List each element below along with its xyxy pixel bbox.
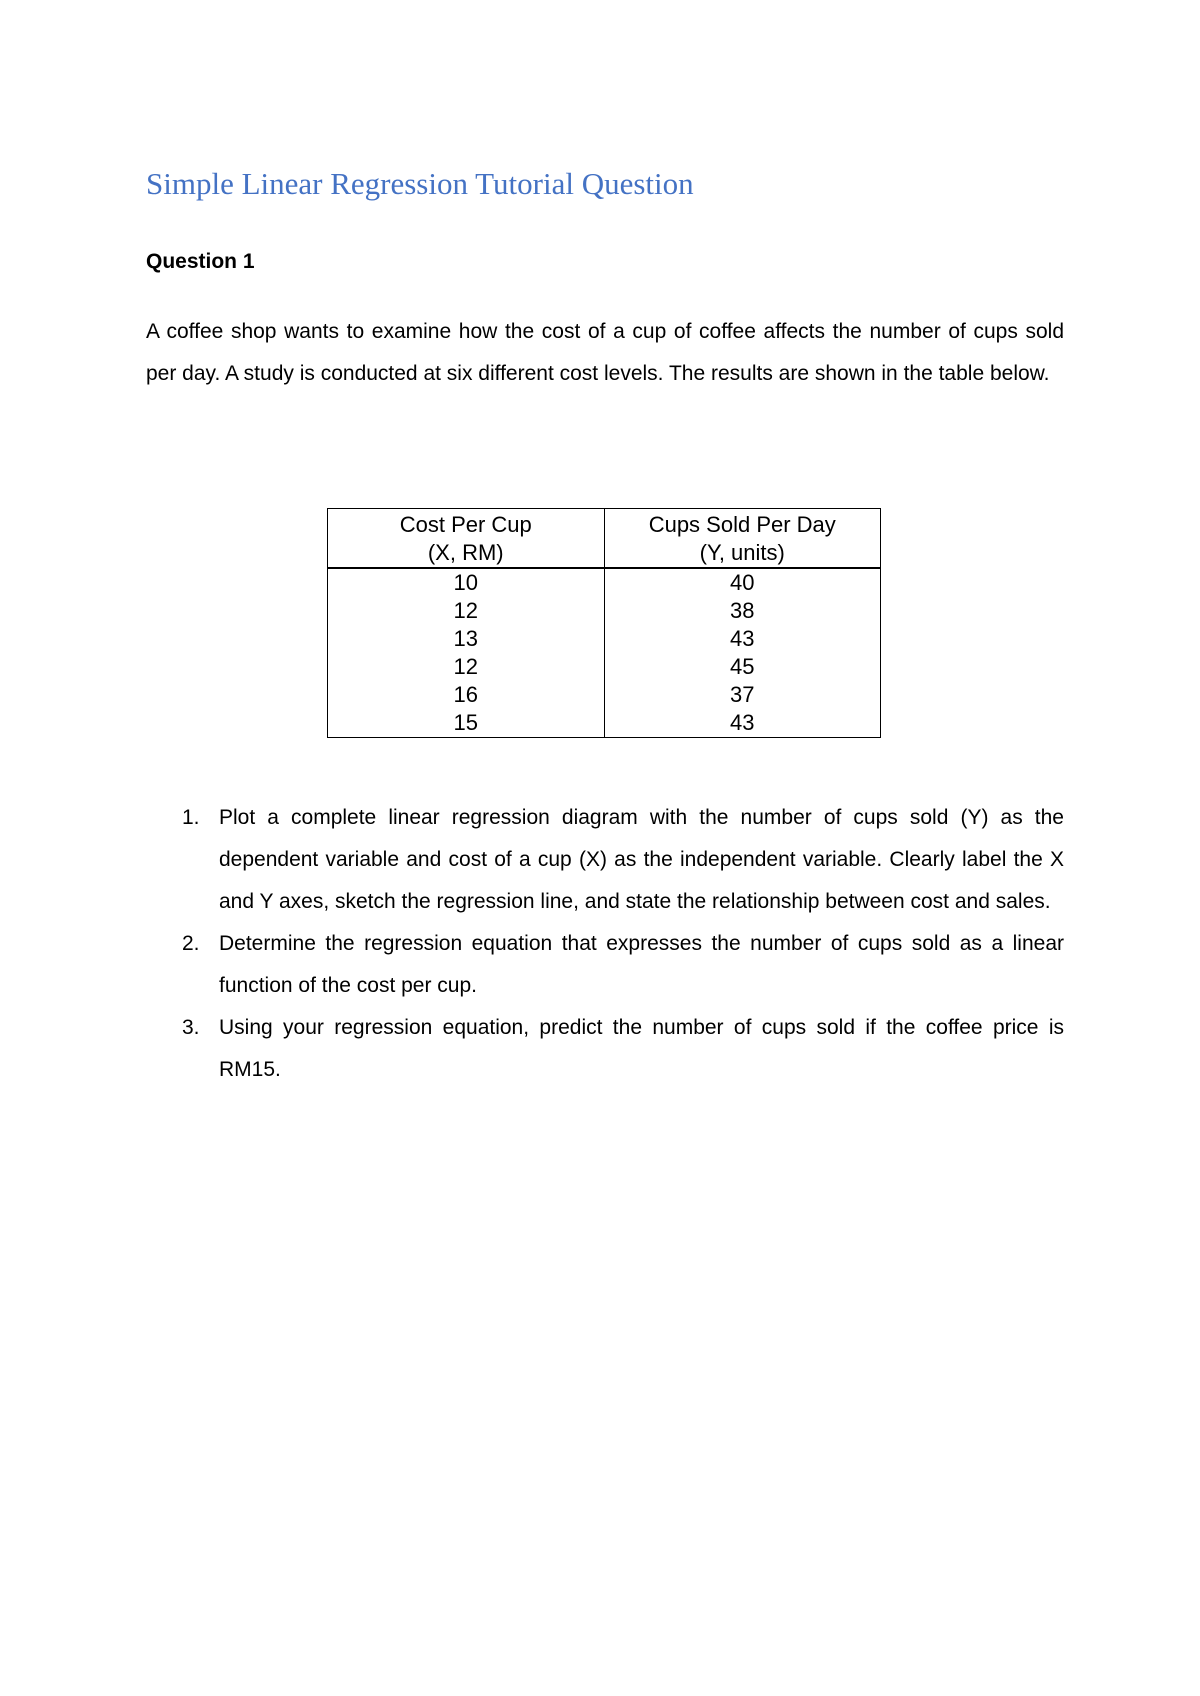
header-cups-label: Cups Sold Per Day [648, 512, 836, 537]
header-cost-per-cup [328, 509, 605, 569]
list-item-text: Determine the regression equation that expresses the number of cups sold as a linear function of the cost per cup. [219, 932, 1064, 997]
intro-paragraph: A coffee shop wants to examine how the cost of a cup of coffee affects the number of cups sold per day. A study is conducted at six different cost levels. The results are shown in the table below. [146, 320, 1064, 385]
list-item-number: 3. [182, 1016, 200, 1039]
header-cost-unit: (X, RM) [427, 540, 504, 565]
table-row [328, 653, 881, 681]
cell-y: 45 [604, 653, 881, 681]
task-list [146, 797, 1064, 1091]
list-item-text: Using your regression equation, predict the number of cups sold if the coffee price is RM15. [219, 1016, 1064, 1081]
cell-x: 10 [328, 568, 605, 597]
header-cost-label: Cost Per Cup [399, 512, 532, 537]
table-header-row [328, 509, 881, 569]
header-cups-unit: (Y, units) [699, 540, 785, 565]
table-row [328, 568, 881, 597]
page-title: Simple Linear Regression Tutorial Question [146, 166, 694, 201]
cell-y: 40 [604, 568, 881, 597]
list-item-number: 2. [182, 932, 200, 955]
cell-x: 12 [328, 653, 605, 681]
table-row [328, 709, 881, 738]
cell-x: 13 [328, 625, 605, 653]
list-item [146, 923, 1064, 1007]
data-table [327, 508, 881, 738]
table-row [328, 625, 881, 653]
header-cups-sold [604, 509, 881, 569]
question-heading: Question 1 [146, 250, 255, 273]
list-item-number: 1. [182, 806, 200, 829]
cell-x: 16 [328, 681, 605, 709]
cell-y: 37 [604, 681, 881, 709]
cell-x: 15 [328, 709, 605, 738]
cell-x: 12 [328, 597, 605, 625]
cell-y: 43 [604, 625, 881, 653]
cell-y: 43 [604, 709, 881, 738]
list-item-text: Plot a complete linear regression diagram with the number of cups sold (Y) as the dependent variable and cost of a cup (X) as the independent variable. Clearly label the X and Y axes, sketch the regression line, and state the relationship between cost and sales. [219, 806, 1064, 913]
table-row [328, 597, 881, 625]
list-item [146, 1007, 1064, 1091]
table-row [328, 681, 881, 709]
list-item [146, 797, 1064, 923]
cell-y: 38 [604, 597, 881, 625]
